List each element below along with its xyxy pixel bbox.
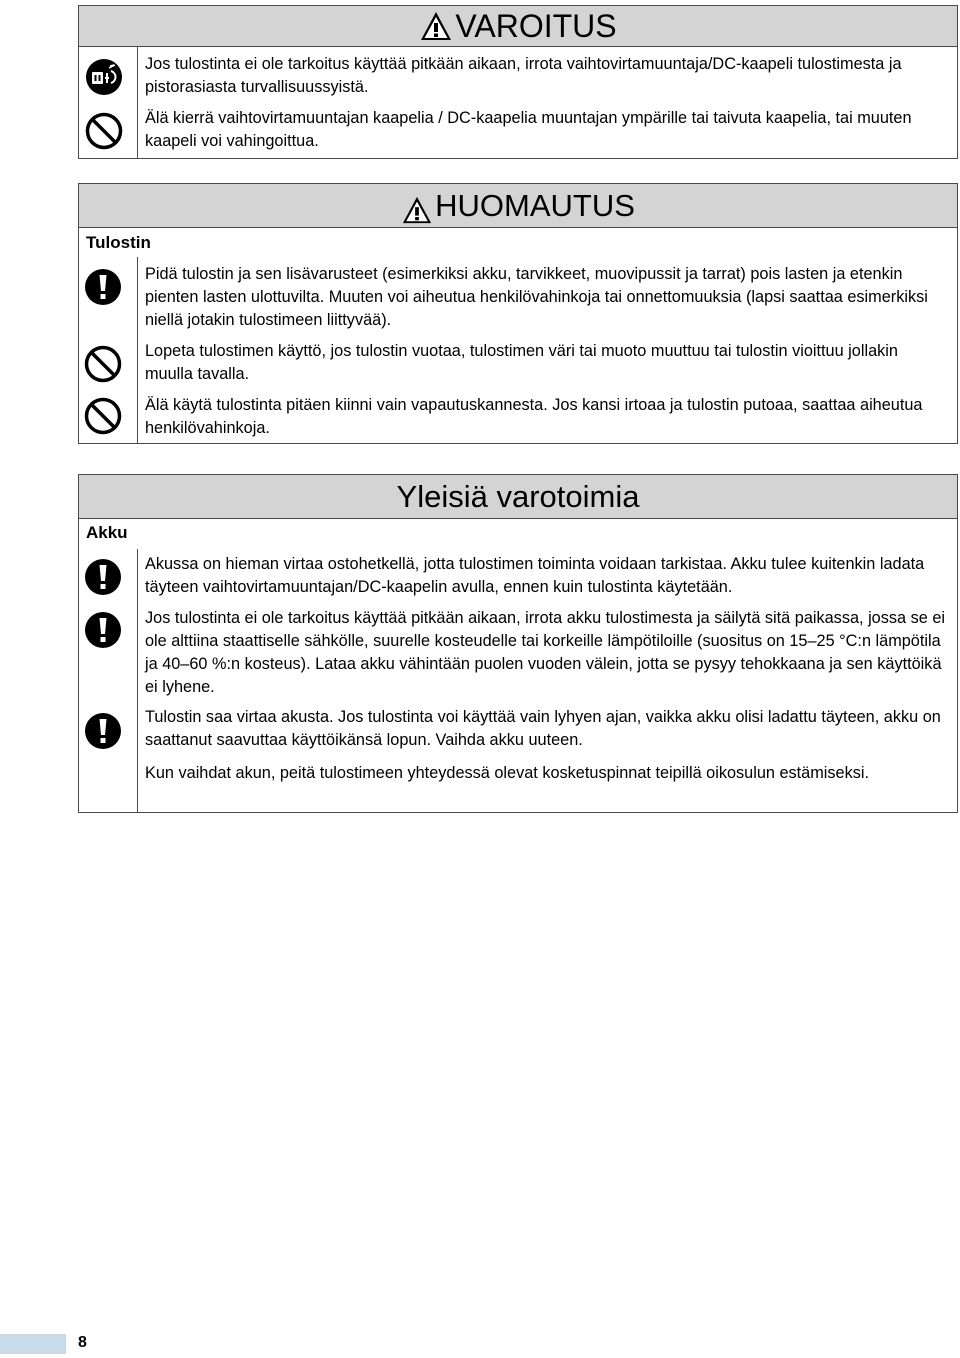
mandatory-icon <box>84 558 122 596</box>
warning-text-cable: Älä kierrä vaihtovirtamuuntajan kaapelia / DC-kaapelia muuntajan ympärille tai taivuta kaapelia, tai muuten kaapeli voi vahingoittua. <box>145 109 912 150</box>
general-precautions-title: Yleisiä varotoimia <box>396 479 640 514</box>
caution-header <box>79 184 957 228</box>
mandatory-icon <box>84 268 122 306</box>
unplug-icon <box>85 58 123 96</box>
prohibited-icon <box>85 112 123 150</box>
mandatory-icon <box>84 712 122 750</box>
section-label-battery: Akku <box>86 523 128 542</box>
mandatory-icon <box>84 611 122 649</box>
warning-header <box>79 6 957 47</box>
section-label-printer: Tulostin <box>86 233 151 252</box>
battery-text-charge: Akussa on hieman virtaa ostohetkellä, jotta tulostimen toiminta voidaan tarkistaa. Akku tulee kuitenkin ladata täyteen vaihtovirtamuuntajan/DC-kaapelin avulla, ennen kuin tulostinta käytetään. <box>145 555 925 596</box>
footer-accent-bar <box>0 1334 66 1354</box>
warning-triangle-icon <box>401 195 433 225</box>
general-precautions-header <box>79 475 957 519</box>
warning-title: VAROITUS <box>455 8 617 44</box>
caution-text-children: Pidä tulostin ja sen lisävarusteet (esimerkiksi akku, tarvikkeet, muovipussit ja tarrat) pois lasten ja etenkin pienten lasten ulottuvilta. Muuten voi aiheutua henkilövahinkoja tai onnettomuuksia (lapsi saattaa esimerkiksi niellä jotakin tulostimeen liittyvää). <box>145 265 928 329</box>
page-number: 8 <box>78 1334 87 1351</box>
battery-text-contacts: Kun vaihdat akun, peitä tulostimeen yhteydessä olevat kosketuspinnat teipillä oikosulun estämiseksi. <box>145 764 870 782</box>
warning-triangle-icon <box>419 10 453 42</box>
warning-text-unplug: Jos tulostinta ei ole tarkoitus käyttää pitkään aikaan, irrota vaihtovirtamuuntaja/DC-kaapeli tulostimesta ja pistorasiasta turvallisuussyistä. <box>145 55 902 96</box>
prohibited-icon <box>84 345 122 383</box>
caution-title: HUOMAUTUS <box>435 188 635 223</box>
battery-text-storage: Jos tulostinta ei ole tarkoitus käyttää pitkään aikaan, irrota akku tulostimesta ja säilytä sitä paikassa, jossa se ei ole alttiina staattiselle sähkölle, suurelle kosteudelle tai korkeille lämpötiloille (suositus on 15–25 °C:n lämpötila ja 40–60 %:n kosteus). Lataa akku vähintään puolen vuoden välein, jotta se pysyy tehokkaana ja sen käyttöikä ei lyhene. <box>145 609 945 696</box>
prohibited-icon <box>84 397 122 435</box>
caution-text-damage: Lopeta tulostimen käyttö, jos tulostin vuotaa, tulostimen väri tai muoto muuttuu tai tulostin vioittuu jollakin muulla tavalla. <box>145 342 898 383</box>
caution-text-cover: Älä käytä tulostinta pitäen kiinni vain vapautuskannesta. Jos kansi irtoaa ja tulostin putoaa, saattaa aiheutua henkilövahinkoja. <box>145 396 923 437</box>
battery-text-lifetime: Tulostin saa virtaa akusta. Jos tulostinta voi käyttää vain lyhyen ajan, vaikka akku olisi ladattu täyteen, akku on saattanut saavuttaa käyttöikänsä lopun. Vaihda akku uuteen. <box>145 708 941 749</box>
